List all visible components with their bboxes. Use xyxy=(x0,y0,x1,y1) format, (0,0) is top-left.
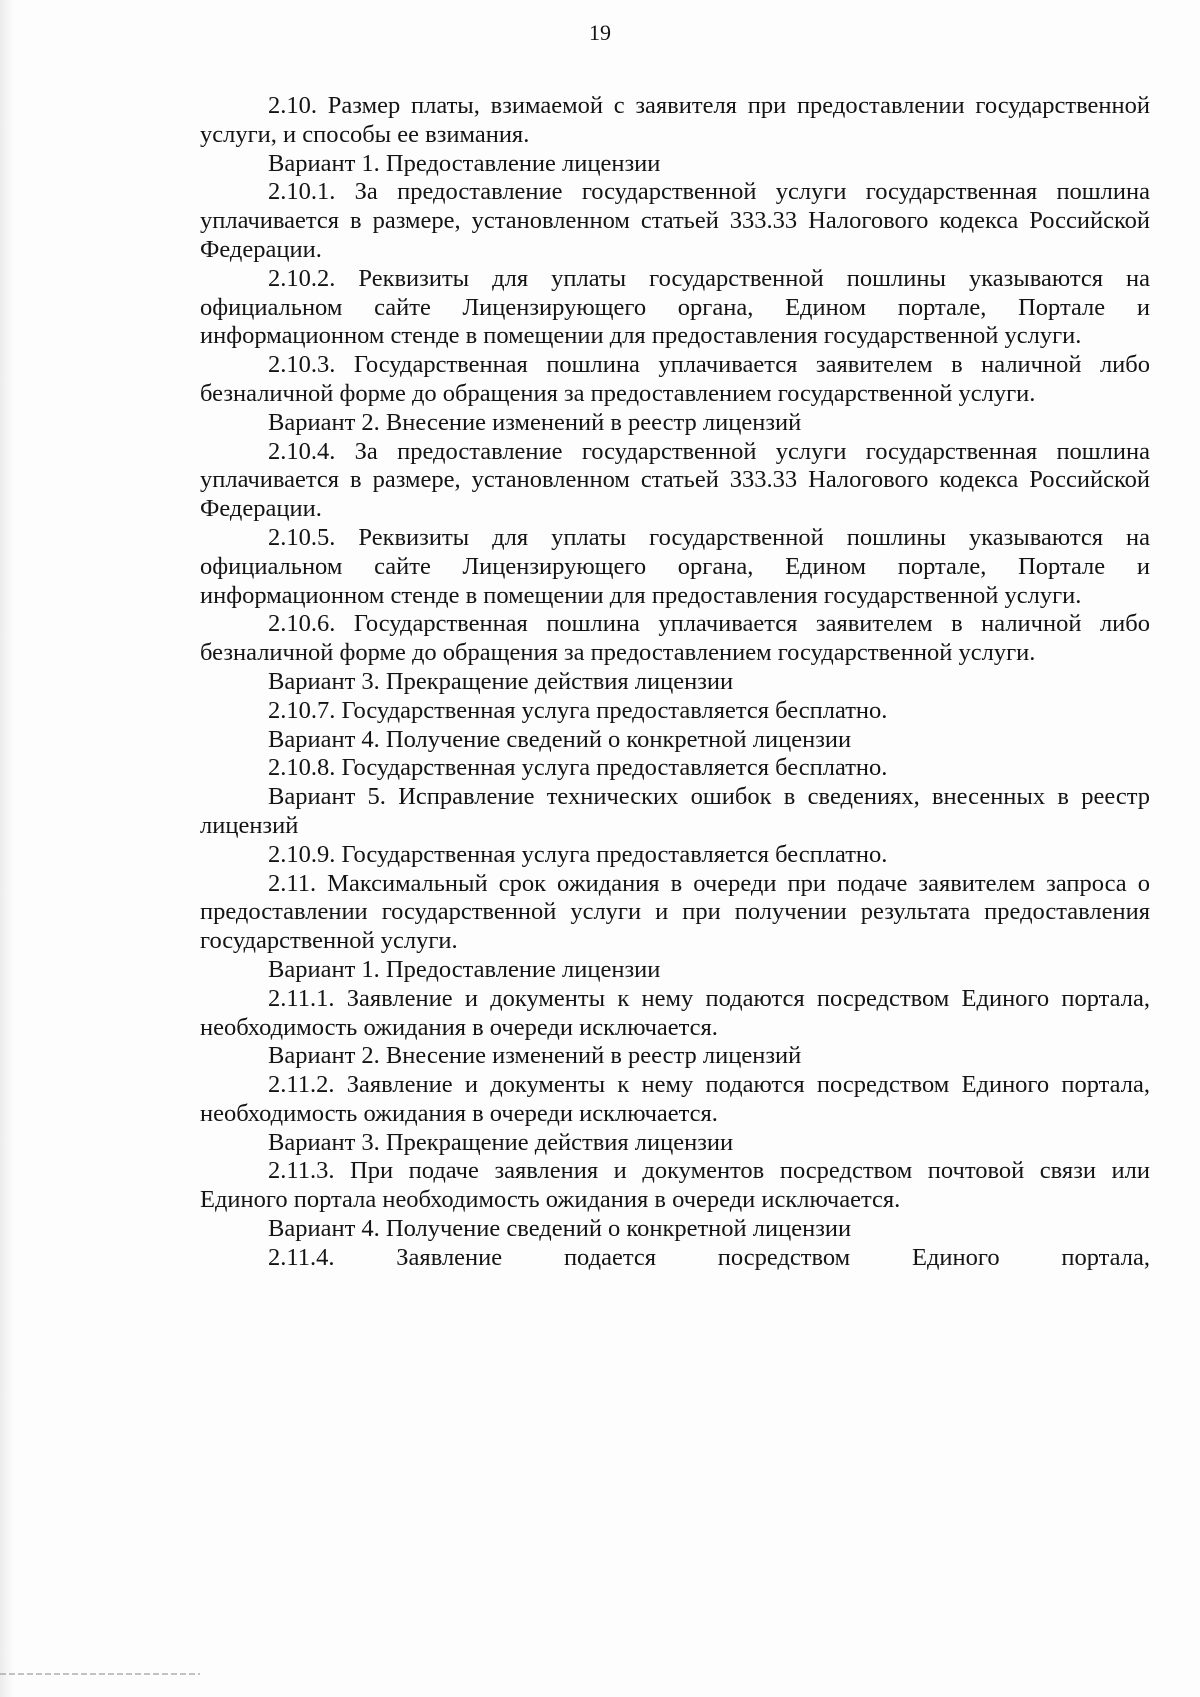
variant-heading: Вариант 2. Внесение изменений в реестр лицензий xyxy=(268,408,802,436)
variant-heading: Вариант 4. Получение сведений о конкретной лицензии xyxy=(268,1215,852,1243)
paragraph-2-10: 2.10. Размер платы, взимаемой с заявителя при предоставлении государственной услуги, и способы ее взимания. xyxy=(200,92,1150,148)
paragraph-2-10-1: 2.10.1. За предоставление государственной услуги государственная пошлина уплачивается в размере, установленном статьей 333.33 Налогового кодекса Российской Федерации. xyxy=(200,178,1150,263)
paragraph-2-11-4: 2.11.4. Заявление подается посредством Единого портала, xyxy=(268,1243,1150,1271)
paragraph-2-10-4: 2.10.4. За предоставление государственной услуги государственная пошлина уплачивается в размере, установленном статьей 333.33 Налогового кодекса Российской Федерации. xyxy=(200,437,1150,523)
paragraph-2-10-9: 2.10.9. Государственная услуга предоставляется бесплатно. xyxy=(268,840,888,868)
paragraph-2-10-2: 2.10.2. Реквизиты для уплаты государственной пошлины указываются на официальном сайте Лицензирующего органа, Едином портале, Портале и информационном стенде в помещении для предоставления государственной услуги. xyxy=(200,264,1150,350)
variant-heading: Вариант 5. Исправление технических ошибок в сведениях, внесенных в реестр лицензий xyxy=(200,783,1150,839)
page-number: 19 xyxy=(589,20,611,45)
paragraph-2-11-1: 2.11.1. Заявление и документы к нему подаются посредством Единого портала, необходимость ожидания в очереди исключается. xyxy=(200,984,1150,1041)
paragraph-2-10-5: 2.10.5. Реквизиты для уплаты государственной пошлины указываются на официальном сайте Лицензирующего органа, Едином портале, Портале и информационном стенде в помещении для предоставления государственной услуги. xyxy=(200,523,1150,609)
variant-heading: Вариант 4. Получение сведений о конкретной лицензии xyxy=(268,725,852,753)
variant-heading: Вариант 3. Прекращение действия лицензии xyxy=(268,667,734,695)
paragraph-2-10-7: 2.10.7. Государственная услуга предоставляется бесплатно. xyxy=(268,696,888,724)
document-body xyxy=(200,92,1150,1273)
variant-heading: Вариант 2. Внесение изменений в реестр лицензий xyxy=(268,1042,802,1070)
scan-edge-shadow xyxy=(0,0,14,1697)
paragraph-2-10-8: 2.10.8. Государственная услуга предоставляется бесплатно. xyxy=(268,754,888,782)
paragraph-2-11-3: 2.11.3. При подаче заявления и документов посредством почтовой связи или Единого портала необходимость ожидания в очереди исключается. xyxy=(200,1157,1150,1214)
scan-bottom-artifact xyxy=(0,1673,200,1675)
paragraph-2-10-6: 2.10.6. Государственная пошлина уплачивается заявителем в наличной либо безналичной форме до обращения за предоставлением государственной услуги. xyxy=(200,610,1150,667)
paragraph-2-11-2: 2.11.2. Заявление и документы к нему подаются посредством Единого портала, необходимость ожидания в очереди исключается. xyxy=(200,1071,1150,1127)
paragraph-2-11: 2.11. Максимальный срок ожидания в очереди при подаче заявителем запроса о предоставлении государственной услуги и при получении результата предоставления государственной услуги. xyxy=(200,869,1150,955)
variant-heading: Вариант 1. Предоставление лицензии xyxy=(268,955,661,983)
variant-heading: Вариант 3. Прекращение действия лицензии xyxy=(268,1128,734,1156)
paragraph-2-10-3: 2.10.3. Государственная пошлина уплачивается заявителем в наличной либо безналичной форме до обращения за предоставлением государственной услуги. xyxy=(200,351,1150,407)
variant-heading: Вариант 1. Предоставление лицензии xyxy=(268,149,661,177)
